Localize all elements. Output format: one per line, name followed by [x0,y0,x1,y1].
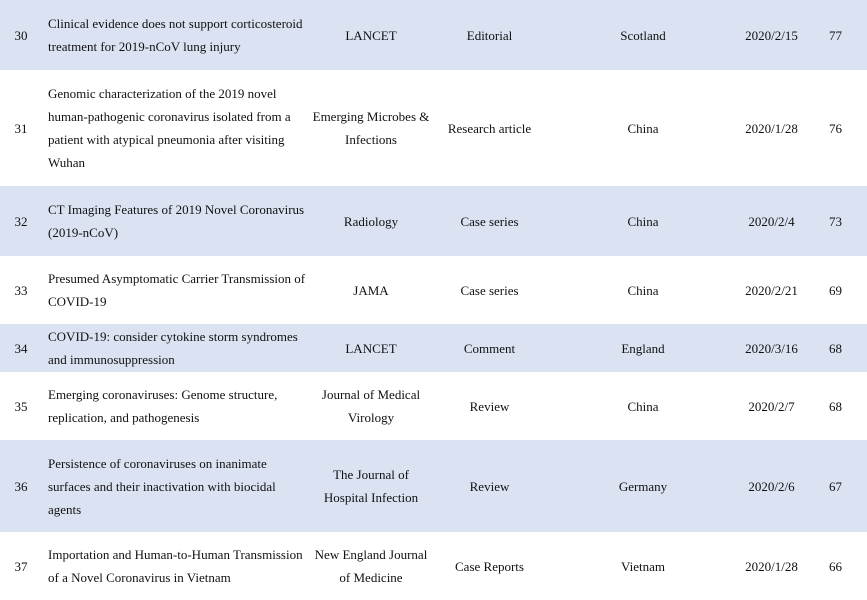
article-type: Case Reports [455,558,524,574]
journal: LANCET [310,324,432,372]
citation-count: 77 [804,0,867,70]
citation-count: 68 [804,324,867,372]
row-index: 37 [14,558,28,574]
table-row [0,532,867,600]
citation-count: 69 [829,282,842,298]
publish-date: 2020/2/6 [739,440,804,532]
country: China [627,120,659,136]
paper-title: Emerging coronaviruses: Genome structure, replication, and pathogenesis [48,387,278,425]
country: China [627,398,659,414]
row-index: 32 [0,186,42,256]
row-index: 35 [14,398,28,414]
table-row [0,70,867,186]
table-row [0,324,867,372]
row-index: 31 [14,120,28,136]
country: Vietnam [621,558,665,574]
table-row [0,372,867,440]
table-row [0,256,867,324]
article-type: Case series [460,282,519,298]
paper-title: Importation and Human-to-Human Transmission of a Novel Coronavirus in Vietnam [48,547,303,585]
paper-title: Presumed Asymptomatic Carrier Transmission of COVID-19 [48,271,306,309]
paper-title: COVID-19: consider cytokine storm syndromes and immunosuppression [42,324,310,372]
publish-date: 2020/2/15 [739,0,804,70]
journal: Emerging Microbes & Infections [312,109,430,147]
country: China [627,282,659,298]
row-index: 36 [0,440,42,532]
article-type: Editorial [432,0,547,70]
journal: JAMA [353,282,389,298]
publish-date: 2020/2/7 [748,398,795,414]
article-type: Review [432,440,547,532]
citation-count: 76 [829,120,842,136]
publish-date: 2020/1/28 [745,120,798,136]
row-index: 34 [0,324,42,372]
article-type: Comment [432,324,547,372]
article-type: Case series [432,186,547,256]
paper-title: Clinical evidence does not support corticosteroid treatment for 2019-nCoV lung injury [42,0,310,70]
paper-title: Genomic characterization of the 2019 novel human-pathogenic coronavirus isolated from a patient with atypical pneumonia after visiting Wuhan [48,86,291,170]
journal: Radiology [310,186,432,256]
citation-count: 66 [829,558,842,574]
journal: New England Journal of Medicine [314,547,428,585]
citation-count: 67 [804,440,867,532]
publish-date: 2020/1/28 [745,558,798,574]
country: Scotland [547,0,739,70]
country: Germany [547,440,739,532]
row-index: 33 [14,282,28,298]
article-type: Review [469,398,510,414]
journal: LANCET [310,0,432,70]
table-row [0,0,867,70]
paper-title: CT Imaging Features of 2019 Novel Coronavirus (2019-nCoV) [42,186,310,256]
citation-count: 73 [804,186,867,256]
country: China [547,186,739,256]
journal: Journal of Medical Virology [321,387,421,425]
table-row [0,186,867,256]
publish-date: 2020/3/16 [739,324,804,372]
country: England [547,324,739,372]
journal: The Journal of Hospital Infection [310,440,432,532]
row-index: 30 [0,0,42,70]
article-type: Research article [447,120,532,136]
table-row [0,440,867,532]
paper-title: Persistence of coronaviruses on inanimate surfaces and their inactivation with biocidal agents [42,440,310,532]
citation-count: 68 [829,398,842,414]
publish-date: 2020/2/21 [745,282,798,298]
publish-date: 2020/2/4 [739,186,804,256]
